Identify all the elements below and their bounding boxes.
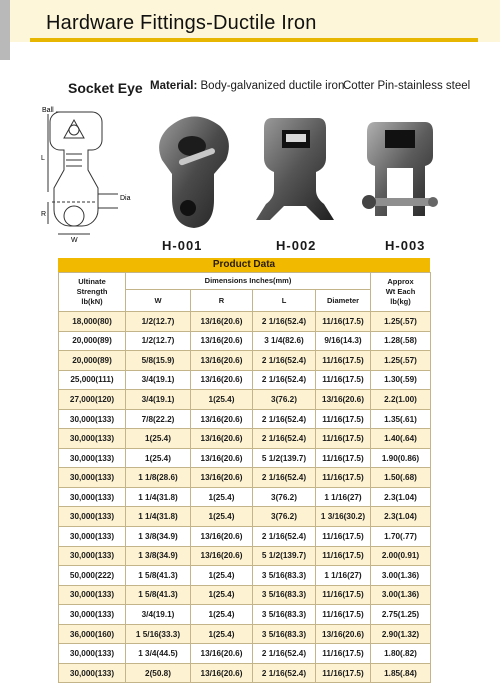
table-cell: 2.3(1.04) xyxy=(371,487,431,507)
table-cell: 1.35(.61) xyxy=(371,409,431,429)
table-row xyxy=(59,546,431,566)
table-cell: 13/16(20.6) xyxy=(191,527,253,547)
table-cell: 3.00(1.36) xyxy=(371,566,431,586)
product-name: Socket Eye xyxy=(68,80,143,96)
table-cell: 2.00(0.91) xyxy=(371,546,431,566)
table-cell: 50,000(222) xyxy=(59,566,126,586)
table-cell: 1(25.4) xyxy=(126,429,191,449)
table-cell: 1 3/8(34.9) xyxy=(126,546,191,566)
table-cell: 2.2(1.00) xyxy=(371,390,431,410)
drawing-dia-label: Dia xyxy=(120,195,131,202)
table-cell: 30,000(133) xyxy=(59,448,126,468)
table-cell: 2 1/16(52.4) xyxy=(253,370,316,390)
table-cell: 13/16(20.6) xyxy=(316,624,371,644)
table-cell: 11/16(17.5) xyxy=(316,546,371,566)
table-cell: 30,000(133) xyxy=(59,468,126,488)
table-cell: 30,000(133) xyxy=(59,644,126,664)
table-cell: 1 5/16(33.3) xyxy=(126,624,191,644)
material-text: Body-galvanized ductile iron xyxy=(200,80,345,92)
weight-header: Approx Wt Each lb(kg) xyxy=(371,273,431,312)
table-cell: 1 1/16(27) xyxy=(316,487,371,507)
table-row xyxy=(59,468,431,488)
table-cell: 1.40(.64) xyxy=(371,429,431,449)
table-cell: 11/16(17.5) xyxy=(316,605,371,625)
table-cell: 2 1/16(52.4) xyxy=(253,527,316,547)
h001-photo xyxy=(148,108,238,236)
table-cell: 11/16(17.5) xyxy=(316,312,371,332)
product-data-table xyxy=(58,258,430,683)
table-cell: 1/2(12.7) xyxy=(126,312,191,332)
table-cell: 13/16(20.6) xyxy=(191,468,253,488)
table-cell: 25,000(111) xyxy=(59,370,126,390)
table-cell: 11/16(17.5) xyxy=(316,429,371,449)
col-header-r: R xyxy=(191,290,253,312)
table-cell: 11/16(17.5) xyxy=(316,663,371,683)
table-cell: 1 1/4(31.8) xyxy=(126,507,191,527)
data-table xyxy=(58,272,431,683)
table-cell: 13/16(20.6) xyxy=(191,663,253,683)
model-code-h003: H-003 xyxy=(385,238,426,253)
strength-header: Ultinate Strength lb(kN) xyxy=(59,273,126,312)
table-cell: 1 3/16(30.2) xyxy=(316,507,371,527)
table-cell: 1(25.4) xyxy=(191,605,253,625)
table-row xyxy=(59,507,431,527)
table-cell: 2 1/16(52.4) xyxy=(253,663,316,683)
table-row xyxy=(59,585,431,605)
table-cell: 30,000(133) xyxy=(59,409,126,429)
table-cell: 36,000(160) xyxy=(59,624,126,644)
table-row xyxy=(59,605,431,625)
table-cell: 30,000(133) xyxy=(59,507,126,527)
table-cell: 11/16(17.5) xyxy=(316,370,371,390)
table-cell: 1.25(.57) xyxy=(371,351,431,371)
table-cell: 20,000(89) xyxy=(59,351,126,371)
table-cell: 2.90(1.32) xyxy=(371,624,431,644)
table-cell: 2 1/16(52.4) xyxy=(253,468,316,488)
header-rule xyxy=(30,38,478,42)
table-cell: 2 1/16(52.4) xyxy=(253,644,316,664)
table-cell: 13/16(20.6) xyxy=(316,390,371,410)
drawing-l-label: L xyxy=(41,155,45,162)
table-cell: 11/16(17.5) xyxy=(316,448,371,468)
table-row xyxy=(59,448,431,468)
table-cell: 1(25.4) xyxy=(191,585,253,605)
table-cell: 1(25.4) xyxy=(191,487,253,507)
table-body xyxy=(59,312,431,683)
socket-eye-drawing xyxy=(38,104,138,244)
table-cell: 5 1/2(139.7) xyxy=(253,546,316,566)
table-row xyxy=(59,331,431,351)
table-row xyxy=(59,644,431,664)
table-cell: 1.30(.59) xyxy=(371,370,431,390)
material-line xyxy=(150,80,344,92)
col-header-diameter: Diameter xyxy=(316,290,371,312)
table-cell: 13/16(20.6) xyxy=(191,409,253,429)
table-row xyxy=(59,370,431,390)
table-cell: 30,000(133) xyxy=(59,663,126,683)
table-cell: 1 5/8(41.3) xyxy=(126,566,191,586)
table-cell: 2 1/16(52.4) xyxy=(253,429,316,449)
table-cell: 5 1/2(139.7) xyxy=(253,448,316,468)
table-row xyxy=(59,351,431,371)
table-cell: 30,000(133) xyxy=(59,487,126,507)
table-cell: 7/8(22.2) xyxy=(126,409,191,429)
table-cell: 30,000(133) xyxy=(59,605,126,625)
table-cell: 1 5/8(41.3) xyxy=(126,585,191,605)
table-cell: 30,000(133) xyxy=(59,585,126,605)
table-cell: 3/4(19.1) xyxy=(126,605,191,625)
table-cell: 30,000(133) xyxy=(59,546,126,566)
table-cell: 3 5/16(83.3) xyxy=(253,605,316,625)
table-cell: 11/16(17.5) xyxy=(316,468,371,488)
table-cell: 1 3/8(34.9) xyxy=(126,527,191,547)
table-cell: 2 1/16(52.4) xyxy=(253,312,316,332)
table-cell: 30,000(133) xyxy=(59,429,126,449)
dimensions-header: Dimensions Inches(mm) xyxy=(126,273,371,290)
table-cell: 11/16(17.5) xyxy=(316,527,371,547)
table-cell: 2 1/16(52.4) xyxy=(253,351,316,371)
table-cell: 5/8(15.9) xyxy=(126,351,191,371)
table-cell: 3 5/16(83.3) xyxy=(253,624,316,644)
table-cell: 1.28(.58) xyxy=(371,331,431,351)
table-cell: 11/16(17.5) xyxy=(316,351,371,371)
table-cell: 3/4(19.1) xyxy=(126,370,191,390)
drawing-w-label: W xyxy=(71,237,78,244)
table-row xyxy=(59,624,431,644)
table-cell: 1(25.4) xyxy=(191,507,253,527)
table-cell: 2.3(1.04) xyxy=(371,507,431,527)
table-cell: 1(25.4) xyxy=(126,448,191,468)
table-row xyxy=(59,429,431,449)
table-cell: 13/16(20.6) xyxy=(191,429,253,449)
table-cell: 1(25.4) xyxy=(191,390,253,410)
table-cell: 13/16(20.6) xyxy=(191,331,253,351)
table-cell: 1/2(12.7) xyxy=(126,331,191,351)
table-cell: 13/16(20.6) xyxy=(191,644,253,664)
table-cell: 1 1/4(31.8) xyxy=(126,487,191,507)
table-cell: 20,000(89) xyxy=(59,331,126,351)
table-cell: 1 1/8(28.6) xyxy=(126,468,191,488)
table-cell: 30,000(133) xyxy=(59,527,126,547)
table-cell: 1.70(.77) xyxy=(371,527,431,547)
table-cell: 2 1/16(52.4) xyxy=(253,409,316,429)
drawing-ball-label: Ball xyxy=(42,107,54,114)
table-cell: 1.50(.68) xyxy=(371,468,431,488)
table-cell: 1.25(.57) xyxy=(371,312,431,332)
table-cell: 3.00(1.36) xyxy=(371,585,431,605)
table-cell: 2.75(1.25) xyxy=(371,605,431,625)
table-row xyxy=(59,487,431,507)
table-cell: 13/16(20.6) xyxy=(191,351,253,371)
table-cell: 3(76.2) xyxy=(253,390,316,410)
table-cell: 9/16(14.3) xyxy=(316,331,371,351)
model-code-h001: H-001 xyxy=(162,238,203,253)
table-cell: 1 3/4(44.5) xyxy=(126,644,191,664)
table-cell: 27,000(120) xyxy=(59,390,126,410)
col-header-l: L xyxy=(253,290,316,312)
table-cell: 13/16(20.6) xyxy=(191,546,253,566)
h002-photo xyxy=(250,108,340,236)
table-cell: 3 5/16(83.3) xyxy=(253,585,316,605)
table-cell: 3(76.2) xyxy=(253,487,316,507)
table-cell: 3(76.2) xyxy=(253,507,316,527)
page-title: Hardware Fittings-Ductile Iron xyxy=(46,12,317,34)
material-label: Material: xyxy=(150,80,198,92)
drawing-r-label: R xyxy=(41,211,47,218)
table-title: Product Data xyxy=(58,258,430,272)
table-cell: 3 1/4(82.6) xyxy=(253,331,316,351)
table-row xyxy=(59,527,431,547)
model-code-h002: H-002 xyxy=(276,238,317,253)
cotter-pin-text: Cotter Pin-stainless steel xyxy=(343,80,471,92)
table-row xyxy=(59,566,431,586)
table-cell: 13/16(20.6) xyxy=(191,312,253,332)
table-cell: 11/16(17.5) xyxy=(316,585,371,605)
table-row xyxy=(59,390,431,410)
table-cell: 1 1/16(27) xyxy=(316,566,371,586)
table-row xyxy=(59,663,431,683)
table-cell: 13/16(20.6) xyxy=(191,448,253,468)
table-cell: 1.80(.82) xyxy=(371,644,431,664)
table-cell: 1(25.4) xyxy=(191,624,253,644)
table-row xyxy=(59,312,431,332)
table-cell: 18,000(80) xyxy=(59,312,126,332)
table-cell: 13/16(20.6) xyxy=(191,370,253,390)
table-cell: 3 5/16(83.3) xyxy=(253,566,316,586)
table-cell: 3/4(19.1) xyxy=(126,390,191,410)
table-row xyxy=(59,409,431,429)
table-cell: 11/16(17.5) xyxy=(316,644,371,664)
h003-photo xyxy=(355,108,445,236)
col-header-w: W xyxy=(126,290,191,312)
table-cell: 1.90(0.86) xyxy=(371,448,431,468)
table-cell: 11/16(17.5) xyxy=(316,409,371,429)
table-cell: 1(25.4) xyxy=(191,566,253,586)
table-cell: 1.85(.84) xyxy=(371,663,431,683)
header-accent-bar xyxy=(0,0,10,60)
table-cell: 2(50.8) xyxy=(126,663,191,683)
